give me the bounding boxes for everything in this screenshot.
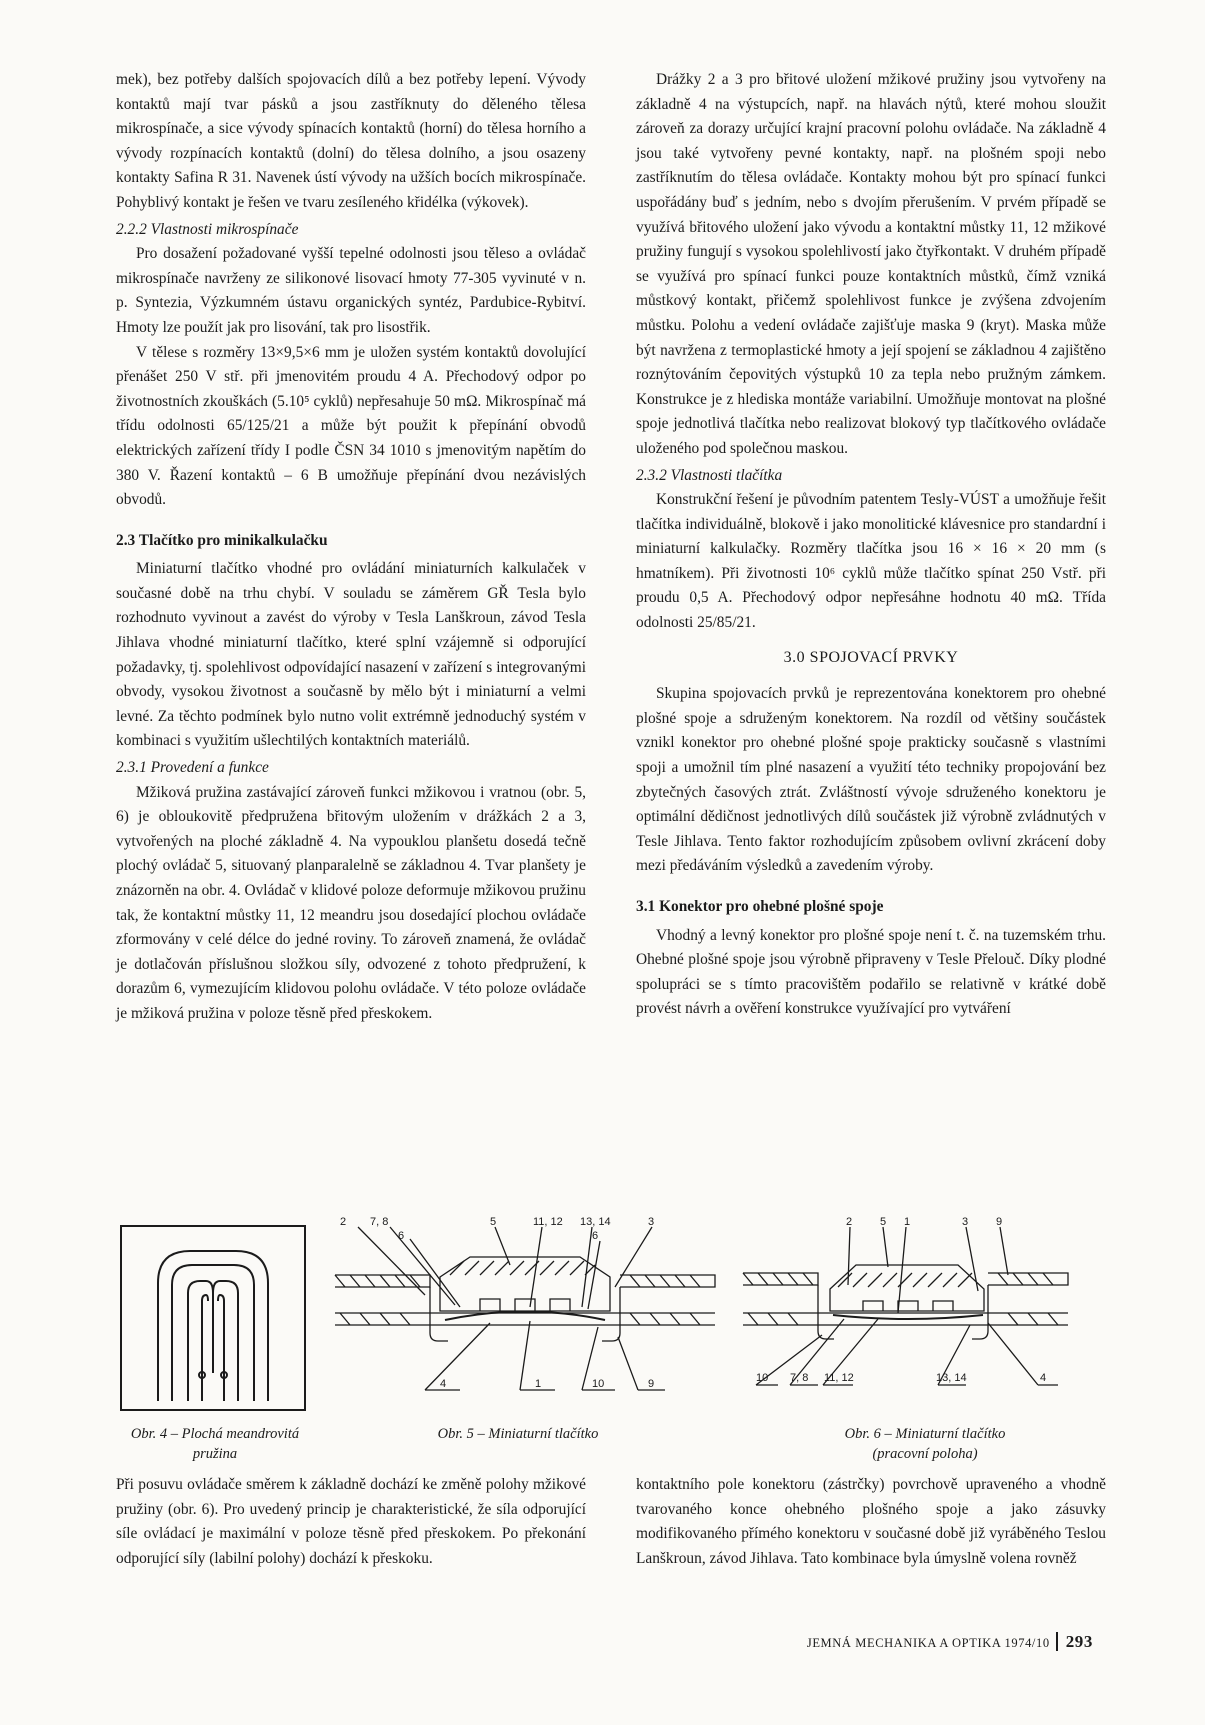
subsection-heading-2-3-2: 2.3.2 Vlastnosti tlačítka bbox=[636, 466, 783, 484]
section-heading-2-3: 2.3 Tlačítko pro minikalkulačku bbox=[116, 531, 328, 549]
paragraph: Mžiková pružina zastávající zároveň funkci mžikovou i vratnou (obr. 5, 6) je obloukovitě předpružena břitovým uložením v drážkách 2 a 3, vytvořených na ploché základně 4. Na vypouklou planšetu dosedá tečně plochý ovládač 5, situovaný planparalelně se základnou 4. Tvar planšety je znázorněn na obr. 4. Ovládač v klidové poloze deformuje mžikovou pružinu tak, že kontaktní můstky 11, 12 meandru jsou dosedající plochou ovládače zformovány v celé délce do jedné roviny. To zároveň znamená, že ovládač je dotlačován příslušnou složkou síly, odvozené z tohoto předpružení, k dorazům 6, vymezujícím klidovou polohu ovládače. V této poloze ovládače je mžiková pružina v poloze těsně před přeskokem. bbox=[116, 783, 586, 1022]
paragraph: Konstrukční řešení je původním patentem Tesly-VÚST a umožňuje řešit tlačítka individuálně, blokově i jako monolitické klávesnice pro standardní i miniaturní kalkulačky. Rozměry tlačítka jsou 16 × 16 × 20 mm (s hmatníkem). Při životnosti 10⁶ cyklů může tlačítko spínat 250 Vstř. při proudu 0,5 A. Přechodový odpor nepřesáhne hodnotu 40 mΩ. Třída odolnosti 25/85/21. bbox=[636, 491, 1106, 632]
paragraph: V tělese s rozměry 13×9,5×6 mm je uložen systém kontaktů dovolující přenášet 250 V stř. při jmenovitém proudu 4 A. Přechodový odpor po životnostních zkouškách (5.10⁵ cyklů) nepřesahuje 50 mΩ. Mikrospínač má třídu odolnosti 65/125/21 a může být použit k přepínání obvodů elektrických zařízení třídy I podle ČSN 34 1010 s jmenovitým napětím do 380 V. Řazení kontaktů – 6 B umožňuje přepínání dvou nezávislých obvodů. bbox=[116, 343, 586, 509]
fig6-label: 4 bbox=[1040, 1372, 1047, 1384]
paragraph: Pro dosažení požadované vyšší tepelné odolnosti jsou těleso a ovládač mikrospínače navrženy ze silikonové lisovací hmoty 77-305 vyvinuté v n. p. Syntezia, Výzkumném ústavu organických syntéz, Pardubice-Rybitví. Hmoty lze použít jak pro lisování, tak pro lisostřik. bbox=[116, 245, 586, 336]
left-column bbox=[116, 68, 586, 1027]
bottom-right-column bbox=[636, 1473, 1106, 1571]
fig5-label: 6 bbox=[398, 1230, 405, 1242]
fig6-label: 9 bbox=[996, 1216, 1003, 1228]
fig5-label: 2 bbox=[340, 1216, 347, 1228]
paragraph: mek), bez potřeby dalších spojovacích dílů a bez potřeby lepení. Vývody kontaktů mají tvar pásků a jsou zastříknuty do děleného tělesa mikrospínače, a sice vývody spínacích kontaktů (horní) do tělesa horního a vývody rozpínacích kontaktů (dolní) do tělesa dolního, a jsou osazeny kontakty Safina R 31. Navenek ústí vývody na užších bocích mikrospínače. Pohyblivý kontakt je řešen ve tvaru zesíleného křidélka (výkovek). bbox=[116, 71, 586, 211]
fig5-label: 7, 8 bbox=[370, 1216, 389, 1228]
paragraph: kontaktního pole konektoru (zástrčky) povrchově upraveného a vhodně tvarovaného konce ohebného plošného spoje a jako zásuvky modifikovaného přímého konektoru v současné době již vyráběného Teslou Lanškroun, závod Jihlava. Tato kombinace byla úmyslně volena rovněž bbox=[636, 1476, 1106, 1567]
paragraph: Při posuvu ovládače směrem k základně dochází ke změně polohy mžikové pružiny (obr. 6). Pro uvedený princip je charakteristické, že síla odporující síle ovládací je maximální v poloze těsně před přeskokem. Po překonání odporující síly (labilní polohy) dochází k přeskoku. bbox=[116, 1476, 586, 1567]
figure-5-caption: Obr. 5 – Miniaturní tlačítko bbox=[437, 1426, 599, 1442]
fig5-label: 5 bbox=[490, 1216, 497, 1228]
subsection-heading-2-3-1: 2.3.1 Provedení a funkce bbox=[116, 759, 269, 777]
bottom-left-column bbox=[116, 1473, 586, 1571]
fig5-label: 3 bbox=[648, 1216, 655, 1228]
paragraph: Vhodný a levný konektor pro plošné spoje není t. č. na tuzemském trhu. Ohebné plošné spoje jsou výrobně připraveny v Tesle Přelouč. Díky plodné spolupráci se s tímto pracovištěm podařilo se relativně v krátké době provést návrh a ověření konstrukce využívající pro vytváření bbox=[636, 926, 1106, 1018]
fig6-label: 2 bbox=[846, 1216, 853, 1228]
subsection-heading-2-2-2: 2.2.2 Vlastnosti mikrospínače bbox=[116, 220, 299, 238]
fig6-label: 13, 14 bbox=[936, 1372, 967, 1384]
fig5-label: 1 bbox=[535, 1378, 542, 1390]
paragraph: Skupina spojovacích prvků je reprezentována konektorem pro ohebné plošné spoje a sdruženým konektorem. Na rozdíl od většiny součástek vznikl konektor pro ohebné plošné spoje prakticky současně s vlastními spoji a umožnil tím plné nasazení a využití této techniky propojování bez zbytečných časových ztrát. Zvláštností vývoje sdruženého konektoru je optimální dědičnost jednotlivých dílů součástek již výrobně zvládnutých v Tesle Jihlava. Tento faktor rozhodujícím způsobem ovlivní zkrácení doby mezi předáváním výsledků a zavedením výroby. bbox=[636, 685, 1106, 875]
right-column bbox=[636, 68, 1106, 1022]
journal-title: JEMNÁ MECHANIKA A OPTIKA 1974/10 bbox=[806, 1636, 1050, 1650]
figure-6-working-position bbox=[738, 1215, 1083, 1405]
paragraph: Drážky 2 a 3 pro břitové uložení mžikové pružiny jsou vytvořeny na základně 4 na výstupcích, např. na hlavách nýtů, které mohou sloužit zároveň za dorazy určující krajní pracovní polohu ovládače. Na základně 4 jsou také vytvořeny pevné kontakty, např. na plošném spoji nebo zastříknutím do tělesa ovládače. Kontakty mohou být pro spínací funkci uspořádány buď s jedním, nebo s dvojím přerušením. V prvém případě se využívá břitového uložení jako vývodu a kontaktní můstky 11, 12 mžikové pružiny fungují s vysokou spolehlivostí jako čtyřkontakt. V druhém případě se využívá pro spínací funkci pouze kontaktních můstků, čímž vzniká můstkový kontakt, přičemž spolehlivost funkce je zvýšena zdvojením můstku. Polohu a vedení ovládače zajišťuje maska 9 (kryt). Maska může být navržena z termoplastické hmoty a její spojení se základnou 4 zajištěno roznýtováním čepovitých výstupků 10 za tepla nebo pružným zámkem. Konstrukce je z hlediska montáže variabilní. Umožňuje montovat na plošné spoje jednotlivá tlačítka nebo realizovat blokový typ tlačítkového ovládače uloženého pod společnou maskou. bbox=[636, 71, 1106, 457]
fig6-label: 10 bbox=[756, 1372, 769, 1384]
fig5-label: 9 bbox=[648, 1378, 655, 1390]
figure-6-caption: Obr. 6 – Miniaturní tlačítko (pracovní poloha) bbox=[844, 1426, 1006, 1462]
fig5-label: 11, 12 bbox=[533, 1216, 563, 1228]
paragraph: Miniaturní tlačítko vhodné pro ovládání miniaturních kalkulaček v současné době na trhu chybí. V souladu se záměrem GŘ Tesla bylo rozhodnuto vyvinout a zavést do výroby v Tesla Lanškroun, závod Tesla Jihlava vhodné miniaturní tlačítko, které splní vzájemně si odporující požadavky, tj. spolehlivost odpovídající nasazení v zařízení s integrovanými obvody, vysokou životnost a současně by mělo být i miniaturní a velmi levné. Za těchto podmínek bylo nutno volit extrémně jednoduchý systém v kombinaci s využitím ušlechtilých kontaktních materiálů. bbox=[116, 560, 586, 750]
figure-4-meander-spring bbox=[118, 1223, 308, 1413]
figure-4-caption: Obr. 4 – Plochá meandrovitá pružina bbox=[130, 1426, 300, 1462]
fig5-label: 13, 14 bbox=[580, 1216, 611, 1228]
fig6-label: 7, 8 bbox=[790, 1372, 809, 1384]
section-heading-3-1: 3.1 Konektor pro ohebné plošné spoje bbox=[636, 898, 884, 915]
page-number: 293 bbox=[1056, 1632, 1093, 1651]
fig5-label: 6 bbox=[592, 1230, 599, 1242]
page-footer bbox=[807, 1632, 1093, 1652]
chapter-heading-3-0: 3.0 SPOJOVACÍ PRVKY bbox=[783, 648, 959, 666]
fig5-label: 4 bbox=[440, 1378, 447, 1390]
fig5-label: 10 bbox=[592, 1378, 605, 1390]
fig6-label: 5 bbox=[880, 1216, 887, 1228]
fig6-label: 1 bbox=[904, 1216, 911, 1228]
fig6-label: 11, 12 bbox=[824, 1372, 854, 1384]
fig6-label: 3 bbox=[962, 1216, 969, 1228]
figure-5-miniature-button bbox=[330, 1215, 720, 1410]
